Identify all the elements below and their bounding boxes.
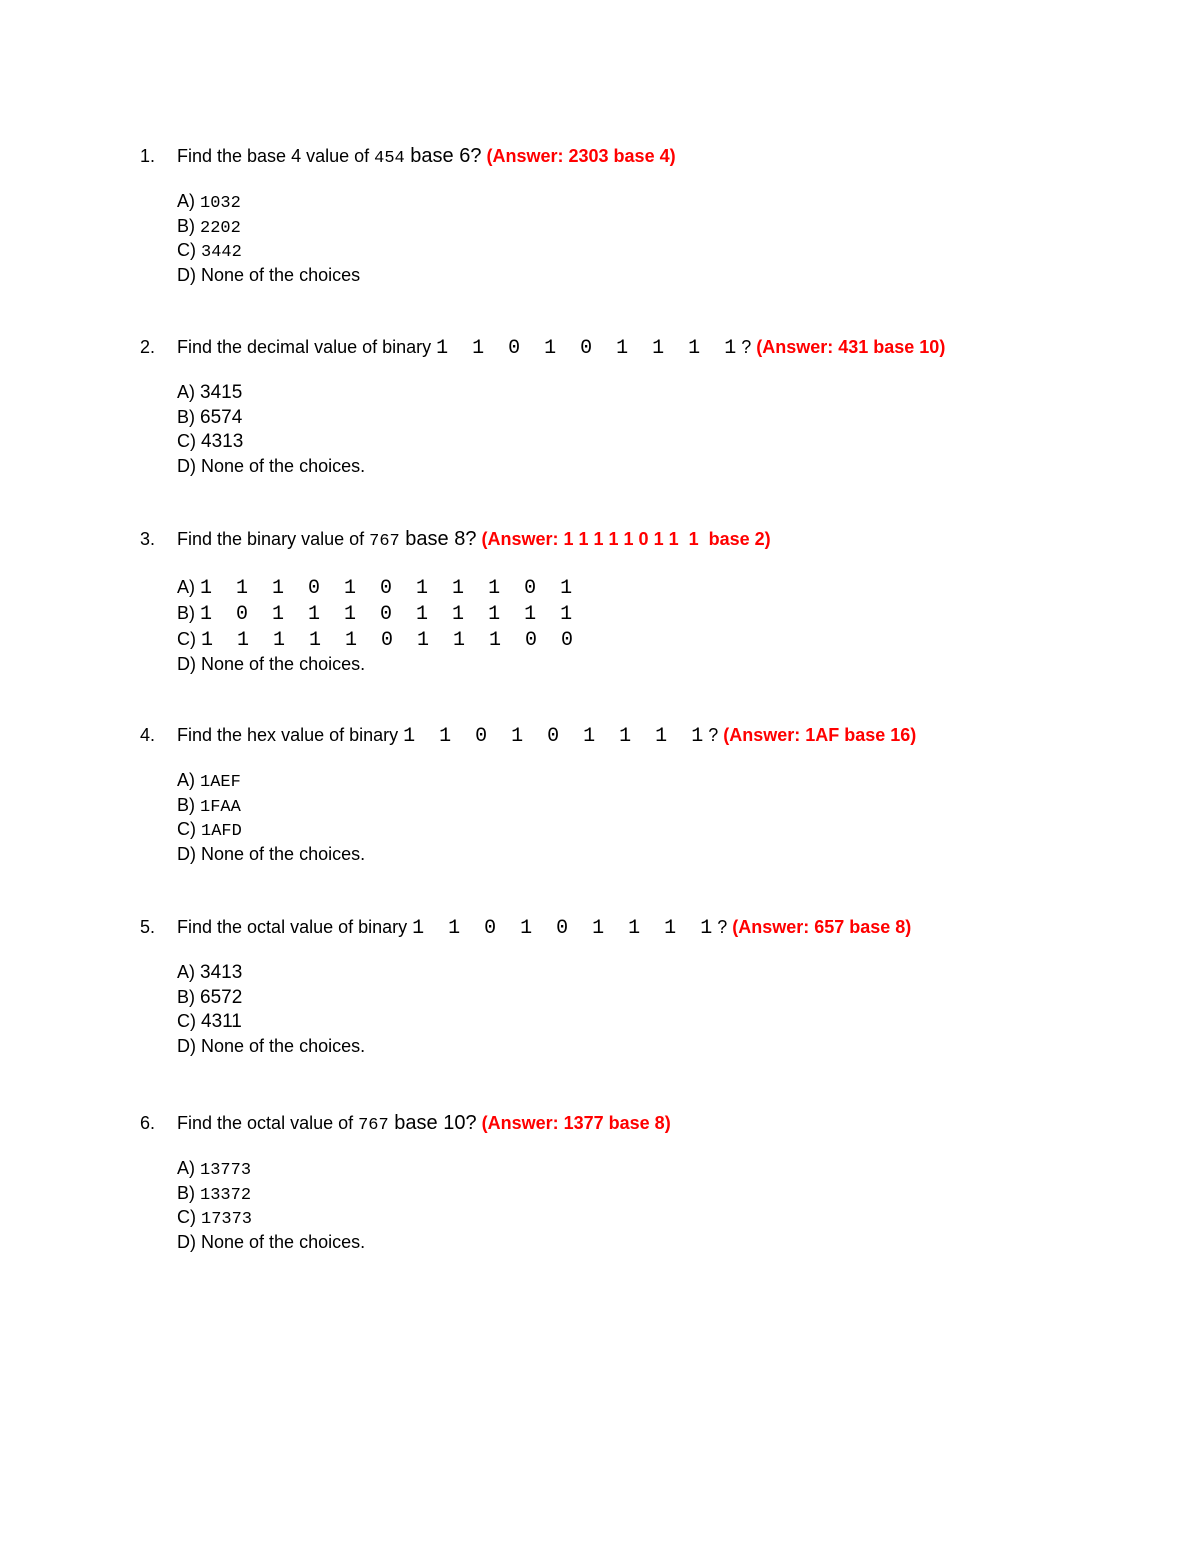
question-number: 6. [140, 1113, 156, 1133]
choice-letter: D) [177, 843, 201, 864]
question-6 [0, 1110, 1200, 1254]
choice-c [177, 1205, 1077, 1230]
choices-list [177, 189, 1077, 287]
choice-letter: B) [177, 986, 201, 1007]
choice-a [177, 189, 1077, 214]
choice-value: 1FAA [200, 797, 241, 817]
choice-value: None of the choices. [201, 654, 366, 674]
question-text [177, 143, 676, 172]
choices-list [177, 1156, 1077, 1254]
choice-b [177, 405, 1077, 430]
choice-a [177, 1156, 1077, 1181]
question-3 [0, 526, 1200, 677]
question-number: 2. [140, 337, 156, 357]
question-prefix: Find the hex value of binary [177, 725, 404, 745]
choice-letter: D) [177, 264, 201, 285]
choices-list [177, 380, 1077, 478]
question-line [0, 722, 1200, 748]
choice-letter: D) [177, 455, 201, 476]
choice-value: None of the choices. [201, 1035, 366, 1056]
question-value: 1 1 0 1 0 1 1 1 1 [403, 725, 704, 748]
choice-letter: B) [177, 406, 201, 427]
question-suffix: ? [736, 337, 757, 357]
choice-value: 13372 [200, 1185, 252, 1205]
choice-c [177, 429, 1077, 454]
question-text [177, 334, 945, 362]
choice-d [177, 1230, 1077, 1255]
answer-text: (Answer: 657 base 8) [732, 917, 912, 937]
question-4 [0, 722, 1200, 866]
choice-letter: A) [177, 962, 201, 982]
question-value: 767 [369, 532, 400, 551]
choice-value: 2202 [200, 218, 241, 238]
choice-c [177, 817, 1077, 842]
choice-letter: D) [177, 1035, 201, 1056]
choice-letter: C) [177, 431, 201, 451]
choice-letter: B) [177, 1182, 201, 1203]
question-prefix: Find the binary value of [177, 529, 370, 549]
choice-a [177, 768, 1077, 793]
question-line [0, 1110, 1200, 1136]
choice-c [177, 238, 1077, 263]
choice-value: 1AFD [201, 822, 242, 841]
choice-value: None of the choices. [201, 843, 366, 864]
choice-d [177, 842, 1077, 867]
question-value: 767 [358, 1116, 389, 1135]
answer-text: (Answer: 2303 base 4) [486, 146, 676, 166]
choice-letter: D) [177, 1231, 201, 1252]
choice-letter: A) [177, 770, 201, 790]
choice-value: 4311 [201, 1011, 242, 1032]
choice-value: None of the choices. [201, 455, 366, 476]
choice-value: 1 1 1 0 1 0 1 1 1 0 1 [200, 577, 573, 600]
choice-b [177, 985, 1077, 1010]
choice-letter: B) [177, 215, 201, 236]
choice-a [177, 380, 1077, 405]
choice-b [177, 1181, 1077, 1206]
choice-letter: C) [177, 1011, 201, 1031]
question-1 [0, 143, 1200, 287]
choice-b [177, 600, 1077, 626]
choice-letter: A) [177, 1158, 201, 1178]
question-value: 454 [374, 149, 405, 168]
choice-value: 4313 [201, 431, 244, 452]
answer-text: (Answer: 431 base 10) [756, 337, 946, 357]
choice-value: 1 1 1 1 1 0 1 1 1 0 0 [201, 629, 574, 652]
question-5 [0, 914, 1200, 1058]
choice-value: 1 0 1 1 1 0 1 1 1 1 1 [200, 603, 573, 626]
question-suffix: ? [712, 917, 733, 937]
answer-text: (Answer: 1 1 1 1 1 0 1 1 1 base 2) [481, 529, 771, 549]
choice-c [177, 1009, 1077, 1034]
question-suffix-big: base 10? [388, 1112, 477, 1134]
choice-letter: A) [177, 577, 201, 597]
choice-value: 1032 [200, 194, 241, 213]
answer-text: (Answer: 1AF base 16) [723, 725, 917, 745]
question-2 [0, 334, 1200, 478]
choice-value: None of the choices. [201, 1231, 366, 1252]
choice-value: 3415 [200, 382, 243, 403]
question-line [0, 526, 1200, 552]
choice-letter: C) [177, 629, 201, 649]
choice-a [177, 960, 1077, 985]
question-line [0, 143, 1200, 169]
choice-b [177, 793, 1077, 818]
question-value: 1 1 0 1 0 1 1 1 1 [436, 337, 737, 360]
question-suffix: ? [703, 725, 724, 745]
choice-letter: C) [177, 240, 201, 260]
question-suffix-big: base 6? [404, 145, 482, 167]
choice-d [177, 652, 1077, 677]
choice-letter: A) [177, 382, 201, 402]
choices-list [177, 768, 1077, 866]
choice-b [177, 214, 1077, 239]
choice-a [177, 574, 1077, 600]
question-suffix-big: base 8? [399, 528, 477, 550]
choice-value: 3442 [201, 243, 242, 262]
choice-letter: A) [177, 191, 201, 211]
question-number: 4. [140, 725, 156, 745]
choice-letter: D) [177, 654, 201, 674]
choice-value: 13773 [200, 1161, 252, 1180]
question-prefix: Find the decimal value of binary [177, 337, 437, 357]
question-prefix: Find the octal value of binary [177, 917, 413, 937]
question-text [177, 1110, 671, 1139]
question-prefix: Find the octal value of [177, 1113, 359, 1133]
choice-value: 3413 [200, 962, 243, 983]
question-line [0, 914, 1200, 940]
question-text [177, 722, 916, 750]
question-number: 5. [140, 917, 156, 937]
answer-text: (Answer: 1377 base 8) [481, 1113, 671, 1133]
choice-c [177, 626, 1077, 652]
choice-value: 1AEF [200, 773, 241, 792]
question-line [0, 334, 1200, 360]
choice-letter: B) [177, 794, 201, 815]
choice-letter: C) [177, 819, 201, 839]
choice-d [177, 454, 1077, 479]
choice-letter: B) [177, 603, 201, 623]
choices-list [177, 574, 1077, 677]
question-value: 1 1 0 1 0 1 1 1 1 [412, 917, 713, 940]
choices-list [177, 960, 1077, 1058]
question-text [177, 914, 911, 942]
choice-d [177, 1034, 1077, 1059]
question-number: 1. [140, 146, 156, 166]
question-prefix: Find the base 4 value of [177, 146, 375, 166]
choice-value: 6574 [200, 406, 243, 428]
question-text [177, 526, 771, 555]
choice-value: 17373 [201, 1210, 253, 1229]
question-number: 3. [140, 529, 156, 549]
choice-letter: C) [177, 1207, 201, 1227]
choice-value: None of the choices [201, 264, 361, 285]
choice-d [177, 263, 1077, 288]
choice-value: 6572 [200, 986, 243, 1008]
